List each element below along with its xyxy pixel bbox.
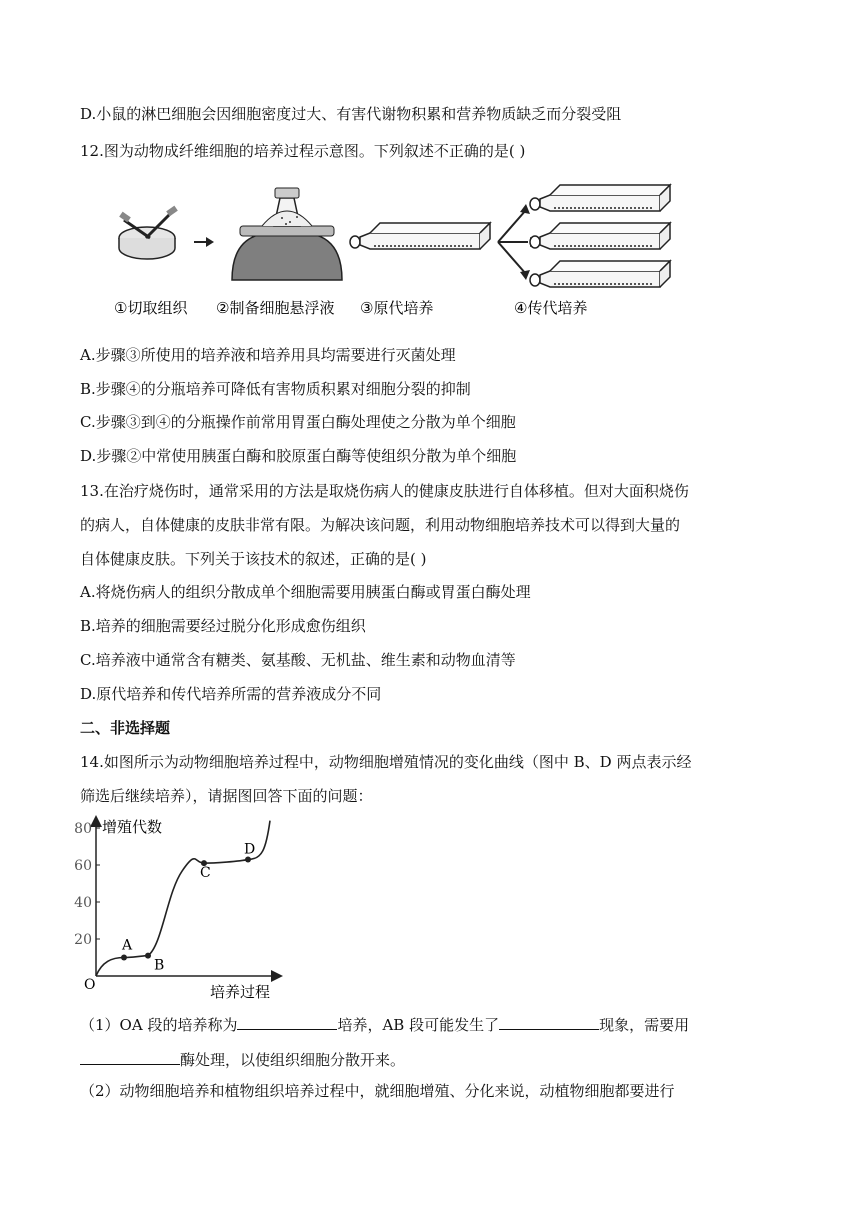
answer-blank-2[interactable] — [499, 1013, 599, 1030]
option-d-q11: D.小鼠的淋巴细胞会因细胞密度过大、有害代谢物积累和营养物质缺乏而分裂受阻 — [80, 105, 622, 123]
option-a-q12: A.步骤③所使用的培养液和培养用具均需要进行灭菌处理 — [80, 346, 456, 364]
question-13-line-2: 的病人，自体健康的皮肤非常有限。为解决该问题，利用动物细胞培养技术可以得到大量的 — [80, 516, 681, 534]
y-axis-label: 增殖代数 — [102, 818, 163, 836]
question-14-line-1: 14.如图所示为动物细胞培养过程中，动物细胞增殖情况的变化曲线（图中 B、D 两点表示经 — [80, 753, 692, 771]
dish-icon — [119, 206, 178, 259]
step-label-1: ①切取组织 — [114, 299, 188, 317]
y-tick-label: 60 — [74, 858, 92, 874]
point-label-A: A — [122, 937, 133, 954]
part1-text-a: （1）OA 段的培养称为 — [80, 1016, 238, 1034]
proliferation-chart — [72, 814, 302, 1004]
point-label-D: D — [244, 841, 256, 858]
question-12: 12.图为动物成纤维细胞的培养过程示意图。下列叙述不正确的是( ) — [80, 142, 526, 160]
subculture-bottles-icon — [530, 185, 670, 287]
part1-text-b: 培养，AB 段可能发生了 — [337, 1016, 500, 1034]
step-label-2: ②制备细胞悬浮液 — [216, 299, 335, 317]
culture-bottle-icon — [350, 223, 490, 249]
question-14-part-1-cont — [80, 1048, 405, 1070]
point-B — [145, 953, 151, 959]
answer-blank-3[interactable] — [80, 1048, 180, 1065]
x-axis-label: 培养过程 — [210, 983, 271, 1001]
option-a-q13: A.将烧伤病人的组织分散成单个细胞需要用胰蛋白酶或胃蛋白酶处理 — [80, 583, 531, 601]
option-c-q12: C.步骤③到④的分瓶操作前常用胃蛋白酶处理使之分散为单个细胞 — [80, 413, 516, 431]
option-c-q13: C.培养液中通常含有糖类、氨基酸、无机盐、维生素和动物血清等 — [80, 651, 516, 669]
answer-blank-1[interactable] — [237, 1013, 337, 1030]
origin-label: O — [84, 977, 96, 993]
step-label-3: ③原代培养 — [360, 299, 434, 317]
point-label-B: B — [154, 957, 165, 974]
section-heading: 二、非选择题 — [80, 719, 171, 737]
option-d-q12: D.步骤②中常使用胰蛋白酶和胶原蛋白酶等使组织分散为单个细胞 — [80, 447, 517, 465]
y-tick-label: 80 — [74, 821, 92, 837]
step-label-4: ④传代培养 — [514, 299, 588, 317]
option-b-q12: B.步骤④的分瓶培养可降低有害物质积累对细胞分裂的抑制 — [80, 380, 471, 398]
y-tick-label: 40 — [74, 895, 92, 911]
point-A — [121, 955, 127, 961]
question-13-line-3: 自体健康皮肤。下列关于该技术的叙述，正确的是( ) — [80, 550, 427, 568]
question-14-line-2: 筛选后继续培养），请据图回答下面的问题： — [80, 787, 373, 805]
option-d-q13: D.原代培养和传代培养所需的营养液成分不同 — [80, 685, 382, 703]
flask-icon — [232, 188, 342, 280]
question-14-part-1 — [80, 1013, 689, 1035]
question-13-line-1: 13.在治疗烧伤时，通常采用的方法是取烧伤病人的健康皮肤进行自体移植。但对大面积烧伤 — [80, 482, 689, 500]
culture-process-figure — [112, 180, 672, 320]
question-14-part-2: （2）动物细胞培养和植物组织培养过程中，就细胞增殖、分化来说，动植物细胞都要进行 — [80, 1082, 675, 1100]
point-label-C: C — [200, 865, 211, 882]
part1-text-d: 酶处理，以使组织细胞分散开来。 — [180, 1051, 406, 1069]
option-b-q13: B.培养的细胞需要经过脱分化形成愈伤组织 — [80, 617, 366, 635]
y-tick-label: 20 — [74, 932, 92, 948]
part1-text-c: 现象，需要用 — [599, 1016, 690, 1034]
